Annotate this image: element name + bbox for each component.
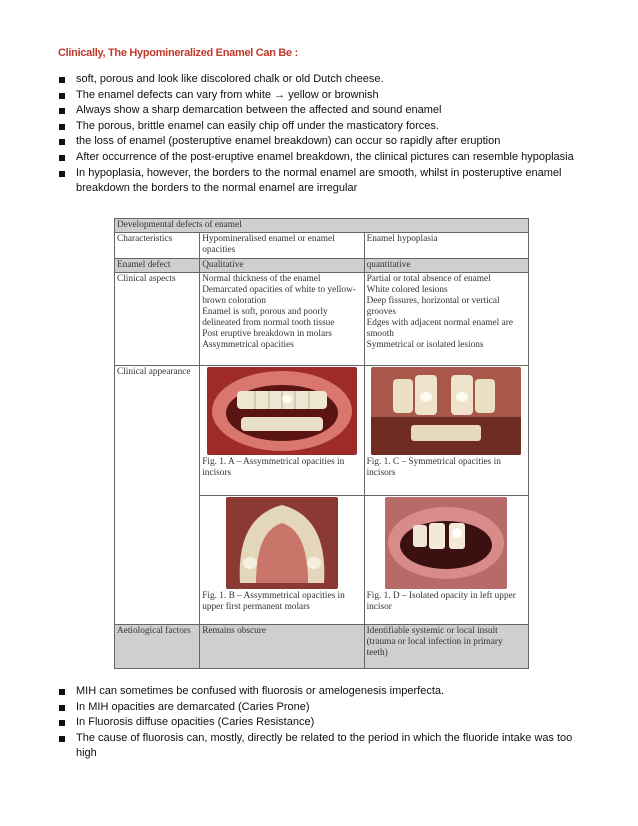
list-item: The porous, brittle enamel can easily chip off under the masticatory forces. <box>58 119 578 135</box>
figure-cell <box>200 365 364 496</box>
table-header-cell: Characteristics <box>115 233 200 259</box>
table-title: Developmental defects of enamel <box>115 219 529 233</box>
table-cell: Qualitative <box>200 259 364 273</box>
developmental-defects-table <box>114 218 529 669</box>
table-cell <box>364 273 528 365</box>
list-item: In MIH opacities are demarcated (Caries Prone) <box>58 700 578 716</box>
aspect-line: Assymmetrical opacities <box>202 340 294 351</box>
list-item: Always show a sharp demarcation between the affected and sound enamel <box>58 103 578 119</box>
table-cell: Remains obscure <box>200 624 364 668</box>
table-cell: Enamel defect <box>115 259 200 273</box>
aspect-line: Post eruptive breakdown in molars <box>202 329 332 340</box>
comparison-list <box>58 684 578 762</box>
aspect-line: Normal thickness of the enamel <box>202 274 321 285</box>
table-cell: Clinical aspects <box>115 273 200 365</box>
figure-caption-d: Fig. 1. D – Isolated opacity in left upper incisor <box>366 591 516 613</box>
figure-caption-b: Fig. 1. B – Assymmetrical opacities in upper first permanent molars <box>202 591 345 613</box>
list-item: The cause of fluorosis can, mostly, directly be related to the period in which the fluoride intake was too high <box>58 731 578 762</box>
table-cell: Identifiable systemic or local insult (trauma or local infection in primary teeth) <box>364 624 528 668</box>
aspect-line: Deep fissures, horizontal or vertical grooves <box>366 296 500 318</box>
list-item: soft, porous and look like discolored chalk or old Dutch cheese. <box>58 72 578 88</box>
aspect-line: Edges with adjacent normal enamel are smooth <box>366 318 513 340</box>
aspect-line: Symmetrical or isolated lesions <box>366 340 484 351</box>
table-header-cell: Hypomineralised enamel or enamel opacities <box>200 233 364 259</box>
figure-cell <box>200 496 364 625</box>
aspect-line: White colored lesions <box>366 285 448 296</box>
list-item: The enamel defects can vary from white → yellow or brownish <box>58 88 578 104</box>
list-item: In Fluorosis diffuse opacities (Caries Resistance) <box>58 715 578 731</box>
figure-cell <box>364 365 528 496</box>
aspect-line: Enamel is soft, porous and poorly delineated from normal tooth tissue <box>202 307 335 329</box>
list-item: After occurrence of the post-eruptive enamel breakdown, the clinical pictures can resemble hypoplasia <box>58 150 578 166</box>
table-header-cell: Enamel hypoplasia <box>364 233 528 259</box>
figure-cell <box>364 496 528 625</box>
list-item: the loss of enamel (posteruptive enamel breakdown) can occur so rapidly after eruption <box>58 134 578 150</box>
teeth-photo-b <box>226 497 338 589</box>
teeth-photo-a <box>207 367 357 455</box>
table-cell <box>200 273 364 365</box>
table-cell: quantitative <box>364 259 528 273</box>
table-cell: Clinical appearance <box>115 365 200 624</box>
figure-caption-a: Fig. 1. A – Assymmetrical opacities in incisors <box>202 456 345 478</box>
aspect-line: Demarcated opacities of white to yellow-brown coloration <box>202 285 356 307</box>
figure-caption-c: Fig. 1. C – Symmetrical opacities in incisors <box>366 456 501 478</box>
teeth-photo-c <box>371 367 521 455</box>
table-cell: Aetiological factors <box>115 624 200 668</box>
list-item: In hypoplasia, however, the borders to the normal enamel are smooth, whilst in posteruptive enamel breakdown the borders to the normal enamel are irregular <box>58 166 578 197</box>
section-heading: Clinically, The Hypomineralized Enamel Can Be : <box>58 47 298 59</box>
aspect-line: Partial or total absence of enamel <box>366 274 491 285</box>
list-item: MIH can sometimes be confused with fluorosis or amelogenesis imperfecta. <box>58 684 578 700</box>
teeth-photo-d <box>385 497 507 589</box>
symptoms-list <box>58 72 578 197</box>
